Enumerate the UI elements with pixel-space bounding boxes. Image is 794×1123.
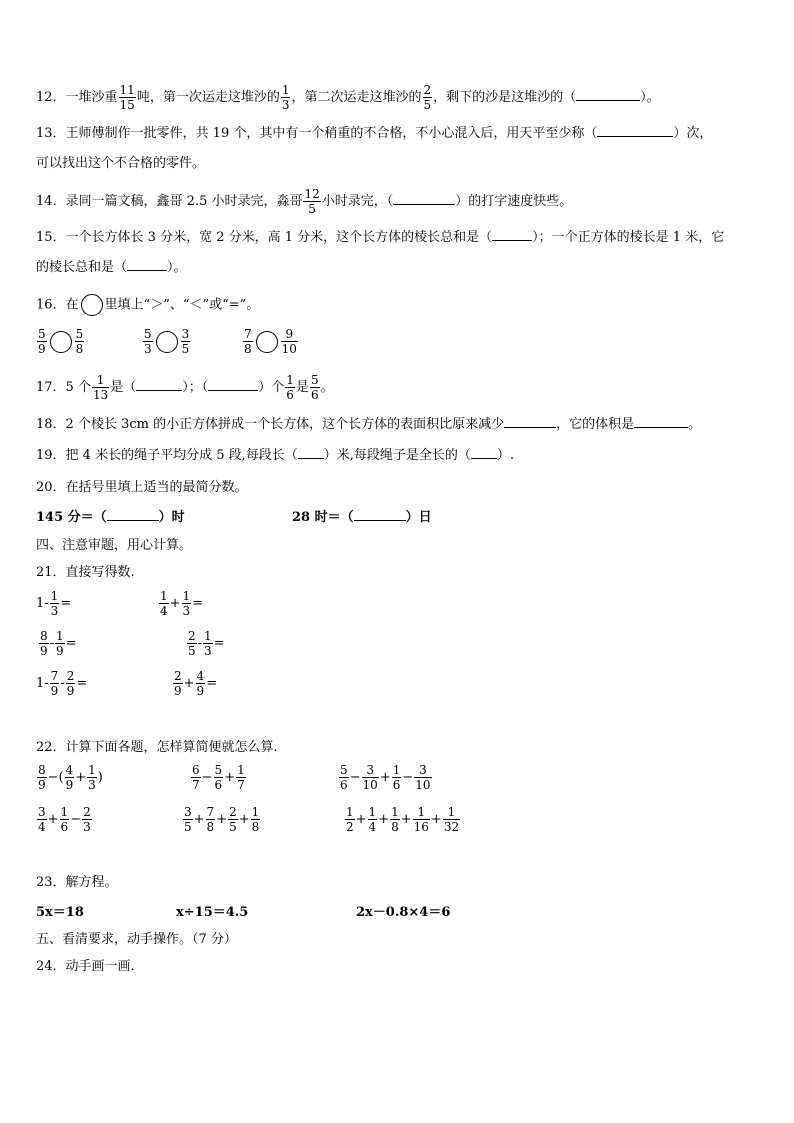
answer-blank[interactable] <box>354 520 406 521</box>
answer-blank[interactable] <box>471 458 497 459</box>
question-17: 17．5 个 $\frac{1}{13}$ 是（ ）；（ ）个 $\frac{1}{6}$ 是 $\frac{5}{6}$ 。 <box>36 373 334 402</box>
calc-21-1: 1- $\frac{1}{3}$ = <box>36 589 72 618</box>
compare-circle[interactable] <box>156 331 178 353</box>
fraction: $\frac{1}{3}$ <box>281 83 290 112</box>
fraction: $\frac{11}{15}$ <box>119 83 135 112</box>
question-13-line-1: 13．王师傅制作一批零件，共 19 个，其中有一个稍重的不合格，不小心混入后，用天平至少称（ ）次， <box>36 126 713 141</box>
question-21-title: 21．直接写得数. <box>36 565 135 580</box>
question-22-title: 22．计算下面各题，怎样算简便就怎么算. <box>36 740 278 755</box>
equation-2: x÷15＝4.5 <box>176 905 249 920</box>
calc-22-4: $\frac{3}{4}$ + $\frac{1}{6}$ − $\frac{2}{3}$ <box>38 805 91 834</box>
compare-item-3: $\frac{7}{8}$ $\frac{9}{10}$ <box>244 327 297 356</box>
answer-blank[interactable] <box>107 520 159 521</box>
answer-blank[interactable] <box>127 270 167 271</box>
compare-item-2: $\frac{5}{3}$ $\frac{3}{5}$ <box>144 327 190 356</box>
question-23-title: 23．解方程。 <box>36 875 118 890</box>
question-19: 19．把 4 米长的绳子平均分成 5 段,每段长（ ）米,每段绳子是全长的（ ）. <box>36 448 515 463</box>
answer-blank[interactable] <box>597 136 673 137</box>
answer-blank[interactable] <box>208 390 258 391</box>
question-16: 16．在 里填上“＞”、“＜”或“=”。 <box>36 294 259 316</box>
calc-21-4: $\frac{2}{5}$ - $\frac{1}{3}$ = <box>188 629 225 658</box>
question-20-b: 28 时＝（ ）日 <box>292 510 432 525</box>
question-12: 12．一堆沙重 $\frac{11}{15}$ 吨，第一次运走这堆沙的 $\frac{1}{3}$ ，第二次运走这堆沙的 $\frac{2}{5}$ ，剩下的沙是这堆沙的（ ）。 <box>36 83 660 112</box>
calc-21-2: $\frac{1}{4}$ + $\frac{1}{3}$ = <box>160 589 204 618</box>
calc-22-2: $\frac{6}{7}$ − $\frac{5}{6}$ + $\frac{1}{7}$ <box>192 763 245 792</box>
calc-22-1: $\frac{8}{9}$ −( $\frac{4}{9}$ + $\frac{1}{3}$ ) <box>38 763 103 792</box>
question-18: 18．2 个棱长 3cm 的小正方体拼成一个长方体，这个长方体的表面积比原来减少 ，它的体积是 。 <box>36 417 702 432</box>
question-15-line-1: 15．一个长方体长 3 分米，宽 2 分米，高 1 分米，这个长方体的棱长总和是（ ）；一个正方体的棱长是 1 米，它 <box>36 230 725 245</box>
answer-blank[interactable] <box>298 458 324 459</box>
question-13-line-2: 可以找出这个不合格的零件。 <box>36 156 206 171</box>
section-5-heading: 五、看清要求，动手操作。（7 分） <box>36 932 237 947</box>
calc-22-6: $\frac{1}{2}$ + $\frac{1}{4}$ + $\frac{1}{8}$ + $\frac{1}{16}$ + $\frac{1}{32}$ <box>346 805 460 834</box>
section-4-heading: 四、注意审题，用心计算。 <box>36 538 193 553</box>
calc-21-6: $\frac{2}{9}$ + $\frac{4}{9}$ = <box>174 669 218 698</box>
answer-blank[interactable] <box>634 427 688 428</box>
equation-1: 5x＝18 <box>36 905 84 920</box>
question-14: 14．录同一篇文稿，鑫哥 2.5 小时录完，淼哥 $\frac{12}{5}$ 小时录完，（ ）的打字速度快些。 <box>36 187 573 216</box>
answer-blank[interactable] <box>576 100 640 101</box>
compare-circle[interactable] <box>50 331 72 353</box>
answer-blank[interactable] <box>136 390 182 391</box>
calc-21-5: 1- $\frac{7}{9}$ - $\frac{2}{9}$ = <box>36 669 88 698</box>
fraction: $\frac{2}{5}$ <box>423 83 432 112</box>
question-15-line-2: 的棱长总和是（ ）。 <box>36 260 187 275</box>
calc-21-3: $\frac{8}{9}$ - $\frac{1}{9}$ = <box>40 629 77 658</box>
compare-item-1: $\frac{5}{9}$ $\frac{5}{8}$ <box>38 327 84 356</box>
question-24: 24．动手画一画. <box>36 959 135 974</box>
equation-3: 2x－0.8×4＝6 <box>356 905 451 920</box>
answer-blank[interactable] <box>492 240 532 241</box>
question-20-title: 20．在括号里填上适当的最简分数。 <box>36 480 248 495</box>
question-20-a: 145 分＝（ ）时 <box>36 510 185 525</box>
compare-circle[interactable] <box>256 331 278 353</box>
calc-22-5: $\frac{3}{5}$ + $\frac{7}{8}$ + $\frac{2}{5}$ + $\frac{1}{8}$ <box>184 805 260 834</box>
circle-icon <box>81 294 103 316</box>
calc-22-3: $\frac{5}{6}$ − $\frac{3}{10}$ + $\frac{1}{6}$ − $\frac{3}{10}$ <box>340 763 431 792</box>
fraction: $\frac{12}{5}$ <box>304 187 320 216</box>
answer-blank[interactable] <box>393 204 455 205</box>
answer-blank[interactable] <box>504 427 556 428</box>
